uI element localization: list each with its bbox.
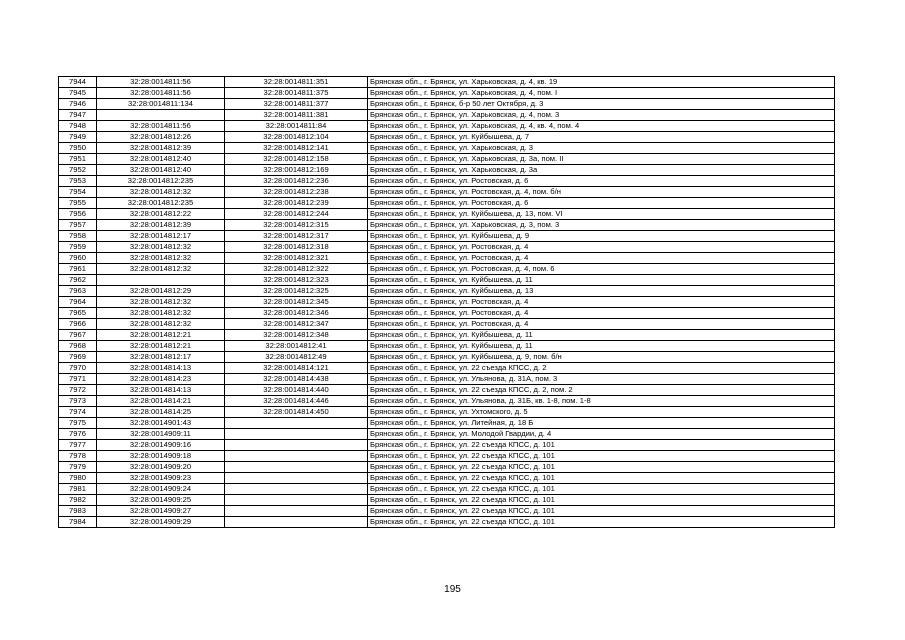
object-cadastral-number-cell: 32:28:0014812:322 — [225, 264, 368, 275]
address-cell: Брянская обл., г. Брянск, ул. Куйбышева, д. 7 — [368, 132, 835, 143]
object-cadastral-number-cell: 32:28:0014814:450 — [225, 407, 368, 418]
land-cadastral-number-cell: 32:28:0014811:56 — [97, 77, 225, 88]
land-cadastral-number-cell — [97, 110, 225, 121]
table-row — [59, 308, 835, 319]
table-row — [59, 341, 835, 352]
row-number-cell: 7978 — [59, 451, 97, 462]
object-cadastral-number-cell: 32:28:0014812:244 — [225, 209, 368, 220]
land-cadastral-number-cell: 32:28:0014814:13 — [97, 385, 225, 396]
table-row — [59, 220, 835, 231]
row-number-cell: 7970 — [59, 363, 97, 374]
land-cadastral-number-cell: 32:28:0014909:23 — [97, 473, 225, 484]
land-cadastral-number-cell: 32:28:0014812:39 — [97, 220, 225, 231]
row-number-cell: 7971 — [59, 374, 97, 385]
address-cell: Брянская обл., г. Брянск, ул. Харьковская, д. 4, кв. 4, пом. 4 — [368, 121, 835, 132]
address-cell: Брянская обл., г. Брянск, ул. 22 съезда КПСС, д. 101 — [368, 473, 835, 484]
table-row — [59, 187, 835, 198]
address-cell: Брянская обл., г. Брянск, ул. 22 съезда КПСС, д. 101 — [368, 506, 835, 517]
row-number-cell: 7962 — [59, 275, 97, 286]
object-cadastral-number-cell — [225, 506, 368, 517]
row-number-cell: 7969 — [59, 352, 97, 363]
object-cadastral-number-cell: 32:28:0014812:169 — [225, 165, 368, 176]
row-number-cell: 7984 — [59, 517, 97, 528]
row-number-cell: 7954 — [59, 187, 97, 198]
row-number-cell: 7958 — [59, 231, 97, 242]
land-cadastral-number-cell: 32:28:0014811:56 — [97, 88, 225, 99]
page-number: 195 — [444, 584, 461, 595]
table-row — [59, 286, 835, 297]
row-number-cell: 7961 — [59, 264, 97, 275]
land-cadastral-number-cell: 32:28:0014812:21 — [97, 341, 225, 352]
row-number-cell: 7959 — [59, 242, 97, 253]
table-row — [59, 429, 835, 440]
object-cadastral-number-cell: 32:28:0014812:104 — [225, 132, 368, 143]
object-cadastral-number-cell: 32:28:0014812:315 — [225, 220, 368, 231]
address-cell: Брянская обл., г. Брянск, ул. Харьковская, д. 4, кв. 19 — [368, 77, 835, 88]
table-row — [59, 121, 835, 132]
row-number-cell: 7973 — [59, 396, 97, 407]
table-row — [59, 484, 835, 495]
object-cadastral-number-cell — [225, 517, 368, 528]
table-row — [59, 517, 835, 528]
land-cadastral-number-cell: 32:28:0014814:23 — [97, 374, 225, 385]
row-number-cell: 7953 — [59, 176, 97, 187]
table-row — [59, 451, 835, 462]
object-cadastral-number-cell: 32:28:0014812:323 — [225, 275, 368, 286]
address-cell: Брянская обл., г. Брянск, ул. Ухтомского, д. 5 — [368, 407, 835, 418]
row-number-cell: 7972 — [59, 385, 97, 396]
address-cell: Брянская обл., г. Брянск, ул. 22 съезда КПСС, д. 2, пом. 2 — [368, 385, 835, 396]
address-cell: Брянская обл., г. Брянск, ул. Куйбышева, д. 13, пом. VI — [368, 209, 835, 220]
address-cell: Брянская обл., г. Брянск, ул. Ростовская, д. 6 — [368, 198, 835, 209]
table-row — [59, 440, 835, 451]
address-cell: Брянская обл., г. Брянск, ул. Куйбышева, д. 9 — [368, 231, 835, 242]
table-row — [59, 176, 835, 187]
object-cadastral-number-cell — [225, 484, 368, 495]
table-row — [59, 275, 835, 286]
table-row — [59, 264, 835, 275]
land-cadastral-number-cell: 32:28:0014812:40 — [97, 165, 225, 176]
object-cadastral-number-cell: 32:28:0014811:84 — [225, 121, 368, 132]
object-cadastral-number-cell: 32:28:0014814:446 — [225, 396, 368, 407]
land-cadastral-number-cell: 32:28:0014812:32 — [97, 297, 225, 308]
land-cadastral-number-cell: 32:28:0014812:32 — [97, 187, 225, 198]
row-number-cell: 7944 — [59, 77, 97, 88]
row-number-cell: 7974 — [59, 407, 97, 418]
address-cell: Брянская обл., г. Брянск, ул. 22 съезда КПСС, д. 101 — [368, 451, 835, 462]
address-cell: Брянская обл., г. Брянск, ул. Ростовская, д. 4 — [368, 319, 835, 330]
object-cadastral-number-cell — [225, 440, 368, 451]
object-cadastral-number-cell: 32:28:0014812:317 — [225, 231, 368, 242]
table-row — [59, 88, 835, 99]
object-cadastral-number-cell — [225, 429, 368, 440]
table-row — [59, 462, 835, 473]
row-number-cell: 7956 — [59, 209, 97, 220]
object-cadastral-number-cell: 32:28:0014814:121 — [225, 363, 368, 374]
cadastral-table — [58, 76, 835, 528]
land-cadastral-number-cell: 32:28:0014812:21 — [97, 330, 225, 341]
table-row — [59, 319, 835, 330]
land-cadastral-number-cell: 32:28:0014814:13 — [97, 363, 225, 374]
row-number-cell: 7949 — [59, 132, 97, 143]
land-cadastral-number-cell: 32:28:0014909:27 — [97, 506, 225, 517]
object-cadastral-number-cell: 32:28:0014812:345 — [225, 297, 368, 308]
object-cadastral-number-cell: 32:28:0014812:238 — [225, 187, 368, 198]
object-cadastral-number-cell: 32:28:0014812:347 — [225, 319, 368, 330]
address-cell: Брянская обл., г. Брянск, ул. Куйбышева, д. 9, пом. б/н — [368, 352, 835, 363]
object-cadastral-number-cell: 32:28:0014812:239 — [225, 198, 368, 209]
address-cell: Брянская обл., г. Брянск, ул. Ульянова, д. 31А, пом. 3 — [368, 374, 835, 385]
land-cadastral-number-cell — [97, 275, 225, 286]
table-row — [59, 396, 835, 407]
table-row — [59, 385, 835, 396]
table-row — [59, 495, 835, 506]
land-cadastral-number-cell: 32:28:0014811:134 — [97, 99, 225, 110]
land-cadastral-number-cell: 32:28:0014812:26 — [97, 132, 225, 143]
land-cadastral-number-cell: 32:28:0014812:32 — [97, 319, 225, 330]
land-cadastral-number-cell: 32:28:0014814:25 — [97, 407, 225, 418]
address-cell: Брянская обл., г. Брянск, ул. 22 съезда КПСС, д. 101 — [368, 484, 835, 495]
row-number-cell: 7955 — [59, 198, 97, 209]
object-cadastral-number-cell: 32:28:0014812:236 — [225, 176, 368, 187]
object-cadastral-number-cell: 32:28:0014812:321 — [225, 253, 368, 264]
address-cell: Брянская обл., г. Брянск, ул. 22 съезда КПСС, д. 101 — [368, 495, 835, 506]
land-cadastral-number-cell: 32:28:0014812:22 — [97, 209, 225, 220]
table-row — [59, 407, 835, 418]
table-row — [59, 110, 835, 121]
object-cadastral-number-cell — [225, 418, 368, 429]
object-cadastral-number-cell — [225, 451, 368, 462]
land-cadastral-number-cell: 32:28:0014909:11 — [97, 429, 225, 440]
address-cell: Брянская обл., г. Брянск, ул. Куйбышева, д. 13 — [368, 286, 835, 297]
address-cell: Брянская обл., г. Брянск, ул. 22 съезда КПСС, д. 101 — [368, 462, 835, 473]
row-number-cell: 7967 — [59, 330, 97, 341]
object-cadastral-number-cell: 32:28:0014812:141 — [225, 143, 368, 154]
land-cadastral-number-cell: 32:28:0014909:20 — [97, 462, 225, 473]
table-body — [59, 77, 835, 528]
land-cadastral-number-cell: 32:28:0014909:29 — [97, 517, 225, 528]
object-cadastral-number-cell: 32:28:0014812:348 — [225, 330, 368, 341]
land-cadastral-number-cell: 32:28:0014812:39 — [97, 143, 225, 154]
object-cadastral-number-cell — [225, 473, 368, 484]
land-cadastral-number-cell: 32:28:0014901:43 — [97, 418, 225, 429]
address-cell: Брянская обл., г. Брянск, ул. Ростовская, д. 4 — [368, 242, 835, 253]
table-row — [59, 231, 835, 242]
table-row — [59, 209, 835, 220]
object-cadastral-number-cell: 32:28:0014814:438 — [225, 374, 368, 385]
land-cadastral-number-cell: 32:28:0014909:25 — [97, 495, 225, 506]
land-cadastral-number-cell: 32:28:0014812:40 — [97, 154, 225, 165]
row-number-cell: 7983 — [59, 506, 97, 517]
land-cadastral-number-cell: 32:28:0014811:56 — [97, 121, 225, 132]
address-cell: Брянская обл., г. Брянск, ул. Ростовская, д. 4, пом. б/н — [368, 187, 835, 198]
land-cadastral-number-cell: 32:28:0014812:32 — [97, 253, 225, 264]
row-number-cell: 7965 — [59, 308, 97, 319]
object-cadastral-number-cell: 32:28:0014812:158 — [225, 154, 368, 165]
object-cadastral-number-cell: 32:28:0014812:325 — [225, 286, 368, 297]
land-cadastral-number-cell: 32:28:0014812:32 — [97, 242, 225, 253]
land-cadastral-number-cell: 32:28:0014812:235 — [97, 176, 225, 187]
table-row — [59, 363, 835, 374]
row-number-cell: 7975 — [59, 418, 97, 429]
object-cadastral-number-cell: 32:28:0014811:381 — [225, 110, 368, 121]
table-row — [59, 165, 835, 176]
land-cadastral-number-cell: 32:28:0014909:16 — [97, 440, 225, 451]
address-cell: Брянская обл., г. Брянск, ул. Ростовская, д. 6 — [368, 176, 835, 187]
row-number-cell: 7945 — [59, 88, 97, 99]
row-number-cell: 7982 — [59, 495, 97, 506]
object-cadastral-number-cell: 32:28:0014814:440 — [225, 385, 368, 396]
object-cadastral-number-cell: 32:28:0014812:41 — [225, 341, 368, 352]
table-row — [59, 242, 835, 253]
row-number-cell: 7976 — [59, 429, 97, 440]
address-cell: Брянская обл., г. Брянск, ул. 22 съезда КПСС, д. 101 — [368, 440, 835, 451]
object-cadastral-number-cell: 32:28:0014812:318 — [225, 242, 368, 253]
address-cell: Брянская обл., г. Брянск, ул. Ростовская, д. 4 — [368, 297, 835, 308]
address-cell: Брянская обл., г. Брянск, ул. Харьковская, д. 3а, пом. II — [368, 154, 835, 165]
address-cell: Брянская обл., г. Брянск, ул. Ульянова, д. 31Б, кв. 1-8, пом. 1-8 — [368, 396, 835, 407]
address-cell: Брянская обл., г. Брянск, ул. 22 съезда КПСС, д. 101 — [368, 517, 835, 528]
row-number-cell: 7946 — [59, 99, 97, 110]
table-row — [59, 374, 835, 385]
address-cell: Брянская обл., г. Брянск, ул. Ростовская, д. 4 — [368, 253, 835, 264]
row-number-cell: 7957 — [59, 220, 97, 231]
address-cell: Брянская обл., г. Брянск, ул. Харьковская, д. 3а — [368, 165, 835, 176]
table-row — [59, 506, 835, 517]
table-row — [59, 253, 835, 264]
land-cadastral-number-cell: 32:28:0014812:235 — [97, 198, 225, 209]
row-number-cell: 7964 — [59, 297, 97, 308]
table-row — [59, 473, 835, 484]
address-cell: Брянская обл., г. Брянск, ул. Ростовская, д. 4 — [368, 308, 835, 319]
table-row — [59, 198, 835, 209]
table-row — [59, 132, 835, 143]
land-cadastral-number-cell: 32:28:0014814:21 — [97, 396, 225, 407]
land-cadastral-number-cell: 32:28:0014812:17 — [97, 352, 225, 363]
table-row — [59, 330, 835, 341]
address-cell: Брянская обл., г. Брянск, б-р 50 лет Октября, д. 3 — [368, 99, 835, 110]
row-number-cell: 7951 — [59, 154, 97, 165]
row-number-cell: 7950 — [59, 143, 97, 154]
table-row — [59, 143, 835, 154]
address-cell: Брянская обл., г. Брянск, ул. Куйбышева, д. 11 — [368, 330, 835, 341]
address-cell: Брянская обл., г. Брянск, ул. Литейная, д. 18 Б — [368, 418, 835, 429]
object-cadastral-number-cell — [225, 495, 368, 506]
row-number-cell: 7981 — [59, 484, 97, 495]
object-cadastral-number-cell: 32:28:0014812:346 — [225, 308, 368, 319]
table-row — [59, 154, 835, 165]
address-cell: Брянская обл., г. Брянск, ул. Харьковская, д. 4, пом. 3 — [368, 110, 835, 121]
address-cell: Брянская обл., г. Брянск, ул. Куйбышева, д. 11 — [368, 275, 835, 286]
object-cadastral-number-cell — [225, 462, 368, 473]
land-cadastral-number-cell: 32:28:0014909:24 — [97, 484, 225, 495]
address-cell: Брянская обл., г. Брянск, ул. Куйбышева, д. 11 — [368, 341, 835, 352]
object-cadastral-number-cell: 32:28:0014812:49 — [225, 352, 368, 363]
address-cell: Брянская обл., г. Брянск, ул. Харьковская, д. 3 — [368, 143, 835, 154]
row-number-cell: 7979 — [59, 462, 97, 473]
object-cadastral-number-cell: 32:28:0014811:377 — [225, 99, 368, 110]
object-cadastral-number-cell: 32:28:0014811:375 — [225, 88, 368, 99]
table-row — [59, 418, 835, 429]
land-cadastral-number-cell: 32:28:0014812:29 — [97, 286, 225, 297]
land-cadastral-number-cell: 32:28:0014812:32 — [97, 264, 225, 275]
land-cadastral-number-cell: 32:28:0014909:18 — [97, 451, 225, 462]
address-cell: Брянская обл., г. Брянск, ул. Харьковская, д. 4, пом. I — [368, 88, 835, 99]
address-cell: Брянская обл., г. Брянск, ул. Молодой Гвардии, д. 4 — [368, 429, 835, 440]
table-row — [59, 77, 835, 88]
row-number-cell: 7960 — [59, 253, 97, 264]
land-cadastral-number-cell: 32:28:0014812:17 — [97, 231, 225, 242]
row-number-cell: 7980 — [59, 473, 97, 484]
row-number-cell: 7963 — [59, 286, 97, 297]
row-number-cell: 7977 — [59, 440, 97, 451]
table-row — [59, 99, 835, 110]
address-cell: Брянская обл., г. Брянск, ул. Харьковская, д. 3, пом. 3 — [368, 220, 835, 231]
address-cell: Брянская обл., г. Брянск, ул. Ростовская, д. 4, пом. 6 — [368, 264, 835, 275]
table-row — [59, 297, 835, 308]
object-cadastral-number-cell: 32:28:0014811:351 — [225, 77, 368, 88]
address-cell: Брянская обл., г. Брянск, ул. 22 съезда КПСС, д. 2 — [368, 363, 835, 374]
row-number-cell: 7948 — [59, 121, 97, 132]
row-number-cell: 7952 — [59, 165, 97, 176]
row-number-cell: 7947 — [59, 110, 97, 121]
table-row — [59, 352, 835, 363]
row-number-cell: 7968 — [59, 341, 97, 352]
land-cadastral-number-cell: 32:28:0014812:32 — [97, 308, 225, 319]
row-number-cell: 7966 — [59, 319, 97, 330]
